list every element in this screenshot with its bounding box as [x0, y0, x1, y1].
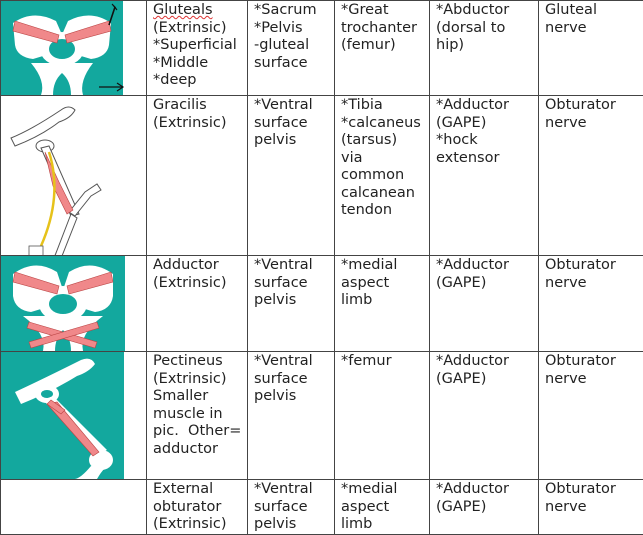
cell-muscle: Pectineus (Extrinsic) Smaller muscle in pic. Other= adductor [147, 352, 248, 480]
cell-muscle: Adductor (Extrinsic) [147, 256, 248, 352]
cell-action: *Adductor (GAPE) [430, 352, 539, 480]
adductor-pelvis-image [1, 256, 146, 351]
cell-nerve: Obturator nerve [539, 480, 643, 535]
table-row [1, 1, 643, 96]
cell-insertion: *Great trochanter (femur) [335, 1, 430, 96]
cell-action: *Adductor (GAPE) [430, 480, 539, 535]
table-row [1, 96, 643, 256]
cell-origin: *Ventral surface pelvis [248, 352, 335, 480]
cell-action: *Adductor (GAPE) *hock extensor [430, 96, 539, 256]
cell-origin: *Sacrum *Pelvis -gluteal surface [248, 1, 335, 96]
cell-muscle: External obturator (Extrinsic) [147, 480, 248, 535]
cell-insertion: *medial aspect limb [335, 256, 430, 352]
cell-insertion: *Tibia *calcaneus (tarsus) via common calcanean tendon [335, 96, 430, 256]
image-cell [1, 256, 147, 352]
gluteal-pelvis-image [1, 1, 146, 95]
cell-origin: *Ventral surface pelvis [248, 480, 335, 535]
cell-muscle: Gluteals (Extrinsic) *Superficial *Middle *deep [147, 1, 248, 96]
cell-origin: *Ventral surface pelvis [248, 256, 335, 352]
cell-insertion: *medial aspect limb [335, 480, 430, 535]
cell-action: *Abductor (dorsal to hip) [430, 1, 539, 96]
image-cell [1, 480, 147, 535]
pectineus-thigh-image [1, 352, 146, 479]
image-cell [1, 1, 147, 96]
cell-insertion: *femur [335, 352, 430, 480]
cell-nerve: Obturator nerve [539, 96, 643, 256]
cell-muscle: Gracilis (Extrinsic) [147, 96, 248, 256]
cell-nerve: Obturator nerve [539, 256, 643, 352]
image-cell [1, 352, 147, 480]
cell-nerve: Gluteal nerve [539, 1, 643, 96]
image-cell [1, 96, 147, 256]
table-row [1, 480, 643, 535]
cell-nerve: Obturator nerve [539, 352, 643, 480]
cell-action: *Adductor (GAPE) [430, 256, 539, 352]
cell-origin: *Ventral surface pelvis [248, 96, 335, 256]
table-row [1, 256, 643, 352]
gracilis-limb-image [1, 96, 146, 255]
table-row [1, 352, 643, 480]
